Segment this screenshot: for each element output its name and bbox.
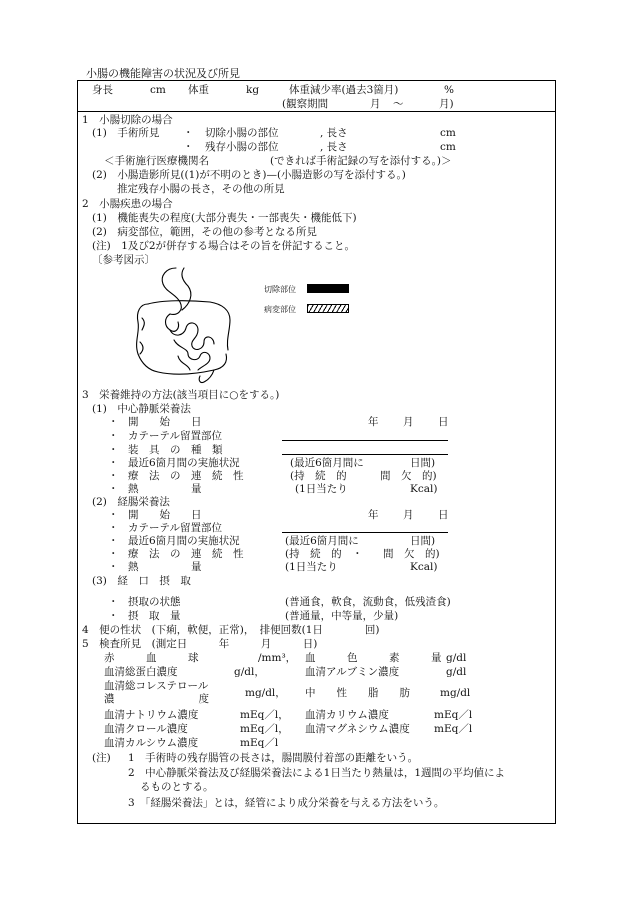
contrast-findings: (2) 小腸造影所見((1)が不明のとき)—(小腸造影の写を添付する。) [92,169,406,181]
weight-label: 体重 [188,84,209,96]
chol-label-2: 濃 度 [104,693,209,705]
hb-label: 血 色 素 量 [305,652,442,664]
tpn-start-year: 年 [368,416,379,428]
tpn-start-label: 開 始 日 [128,416,202,428]
bullet: ・ [108,470,119,482]
enteral-start-month: 月 [403,509,414,521]
bullet: ・ [108,610,119,622]
intestine-diagram [118,266,258,386]
alb-label: 血清アルブミン濃度 [305,666,400,678]
tpn-catheter-label: カテーテル留置部位 [128,430,222,442]
oral-amount-label: 摂 取 量 [128,610,181,622]
header-divider [77,111,556,112]
note-2b: るものとする。 [140,781,214,793]
section3-heading: 3 栄養維持の方法(該当項目に○をする。) [82,389,280,401]
mg-label: 血清マグネシウム濃度 [305,723,410,735]
chol-unit: mg/dl， [245,687,286,699]
legend-lesion-label: 病変部位 [264,305,296,314]
section5-heading: 5 検査所見 (測定日 年 月 日) [82,638,318,650]
bullet: ・ [108,416,119,428]
enteral-catheter-line [282,532,448,533]
tpn-catheter-line [282,440,448,441]
na-label: 血清ナトリウム濃度 [104,709,199,721]
tpn-status-label: 最近6箇月間の実施状況 [128,457,240,469]
percent-unit: % [444,84,454,96]
enteral-intermittent: 間 欠 的) [383,548,440,560]
ca-label: 血清カルシウム濃度 [104,737,199,749]
ca-unit: mEq／l [240,737,279,749]
reference-figure-label: 〔参考図示〕 [92,254,155,266]
enteral-catheter-label: カテーテル留置部位 [128,522,222,534]
tpn-continuous: (持 続 的 [290,470,347,482]
rbc-label: 赤 血 球 [104,652,199,664]
k-label: 血清カリウム濃度 [305,709,389,721]
remain-part-label: 残存小腸の部位 [205,141,279,153]
enteral-calorie-open: (1日当たり [285,561,338,573]
tpn-calorie-label: 熱 量 [128,483,202,495]
observation-month2: 月) [439,98,454,110]
tpn-device-label: 装 具 の 種 類 [128,444,223,456]
tpn-heading: (1) 中心静脈栄養法 [92,403,191,415]
enteral-continuous: (持 続 的 ・ [285,548,363,560]
bullet: ・ [108,535,119,547]
tg-label: 中 性 脂 肪 [305,687,410,699]
rbc-unit: /mm³， [258,652,297,664]
observation-month1: 月 [370,98,381,110]
na-unit: mEq／l， [240,709,289,721]
enteral-start-label: 開 始 日 [128,509,202,521]
notes-label: (注) [92,752,111,764]
observation-open: (観察期間 [282,98,329,110]
enteral-status-label: 最近6箇月間の実施状況 [128,535,240,547]
tp-label: 血清総蛋白濃度 [104,666,178,678]
weight-unit: kg [246,84,260,96]
legend-cut-label: 切除部位 [264,285,296,294]
hospital-note: (できれば手術記録の写を添付する。)＞ [270,155,452,167]
enteral-calorie-unit: Kcal) [410,561,438,573]
section2-note: (注) 1及び2が併存する場合はその旨を併記すること。 [92,240,356,252]
tpn-status-open: (最近6箇月間に [290,457,364,469]
enteral-status-close: 日間) [410,535,436,547]
k-unit: mEq／l [434,709,473,721]
note-2a: 2 中心静脈栄養法及び経腸栄養法による1日当たり熱量は，1週間の平均値によ [128,767,506,779]
bullet: ・ [108,596,119,608]
tpn-intermittent: 間 欠 的) [380,470,437,482]
function-loss-degree: (1) 機能喪失の程度(大部分喪失・一部喪失・機能低下) [92,212,357,224]
tpn-calorie-unit: Kcal) [410,483,438,495]
bullet: ・ [183,127,194,139]
section1-heading: 1 小腸切除の場合 [82,114,173,126]
enteral-status-open: (最近6箇月間に [285,535,359,547]
remain-length-unit: cm [440,141,456,153]
section4-stool: 4 便の性状 (下痢，軟便，正常)， 排便回数(1日 回) [82,624,380,636]
tpn-status-close: 日間) [410,457,436,469]
enteral-calorie-label: 熱 量 [128,561,202,573]
oral-amount-options: (普通量，中等量，少量) [285,610,399,622]
surgery-findings-label: (1) 手術所見 [92,127,160,139]
legend-cut-swatch [307,284,349,293]
enteral-start-day: 日 [438,509,449,521]
bullet: ・ [108,509,119,521]
section2-heading: 2 小腸疾患の場合 [82,198,173,210]
weight-loss-label: 体重減少率(過去3箇月) [289,84,399,96]
note-1: 1 手術時の残存腸管の長さは，腸間膜付着部の距離をいう。 [128,752,419,764]
bullet: ・ [108,522,119,534]
oral-state-options: (普通食，軟食，流動食，低残渣食) [285,596,451,608]
tpn-continuity-label: 療 法 の 連 続 性 [128,470,244,482]
bullet: ・ [183,141,194,153]
oral-heading: (3) 経 口 摂 取 [92,575,191,587]
tpn-start-day: 日 [438,416,449,428]
tpn-calorie-open: (1日当たり [295,483,348,495]
cl-unit: mEq／l， [240,723,289,735]
tp-unit: g/dl， [234,666,265,678]
legend-lesion-swatch [307,304,349,313]
observation-tilde: 〜 [393,98,404,110]
height-unit: cm [150,84,166,96]
enteral-heading: (2) 経腸栄養法 [92,496,170,508]
mg-unit: mEq／l [434,723,473,735]
height-label: 身長 [92,84,113,96]
cut-length-unit: cm [440,127,456,139]
bullet: ・ [108,444,119,456]
bullet: ・ [108,457,119,469]
hb-unit: g/dl [446,652,467,664]
cl-label: 血清クロール濃度 [104,723,188,735]
bullet: ・ [108,561,119,573]
note-3: 3 「経腸栄養法」とは，経管により成分栄養を与える方法をいう。 [128,797,445,809]
cut-part-label: 切除小腸の部位 [205,127,279,139]
cut-length-label: , 長さ [320,127,348,139]
tpn-start-month: 月 [403,416,414,428]
tpn-device-line [282,454,448,455]
hospital-label: ＜手術施行医療機関名 [104,155,209,167]
chol-label-1: 血清総コレステロール [104,680,209,692]
enteral-continuity-label: 療 法 の 連 続 性 [128,548,244,560]
alb-unit: g/dl [446,666,467,678]
remaining-length-estimate: 推定残存小腸の長さ，その他の所見 [117,183,285,195]
enteral-start-year: 年 [368,509,379,521]
remain-length-label: , 長さ [320,141,348,153]
page-title: 小腸の機能障害の状況及び所見 [86,67,240,80]
bullet: ・ [108,430,119,442]
bullet: ・ [108,548,119,560]
lesion-site: (2) 病変部位，範囲，その他の参考となる所見 [92,226,317,238]
bullet: ・ [108,483,119,495]
tg-unit: mg/dl [440,687,471,699]
oral-state-label: 摂取の状態 [128,596,181,608]
